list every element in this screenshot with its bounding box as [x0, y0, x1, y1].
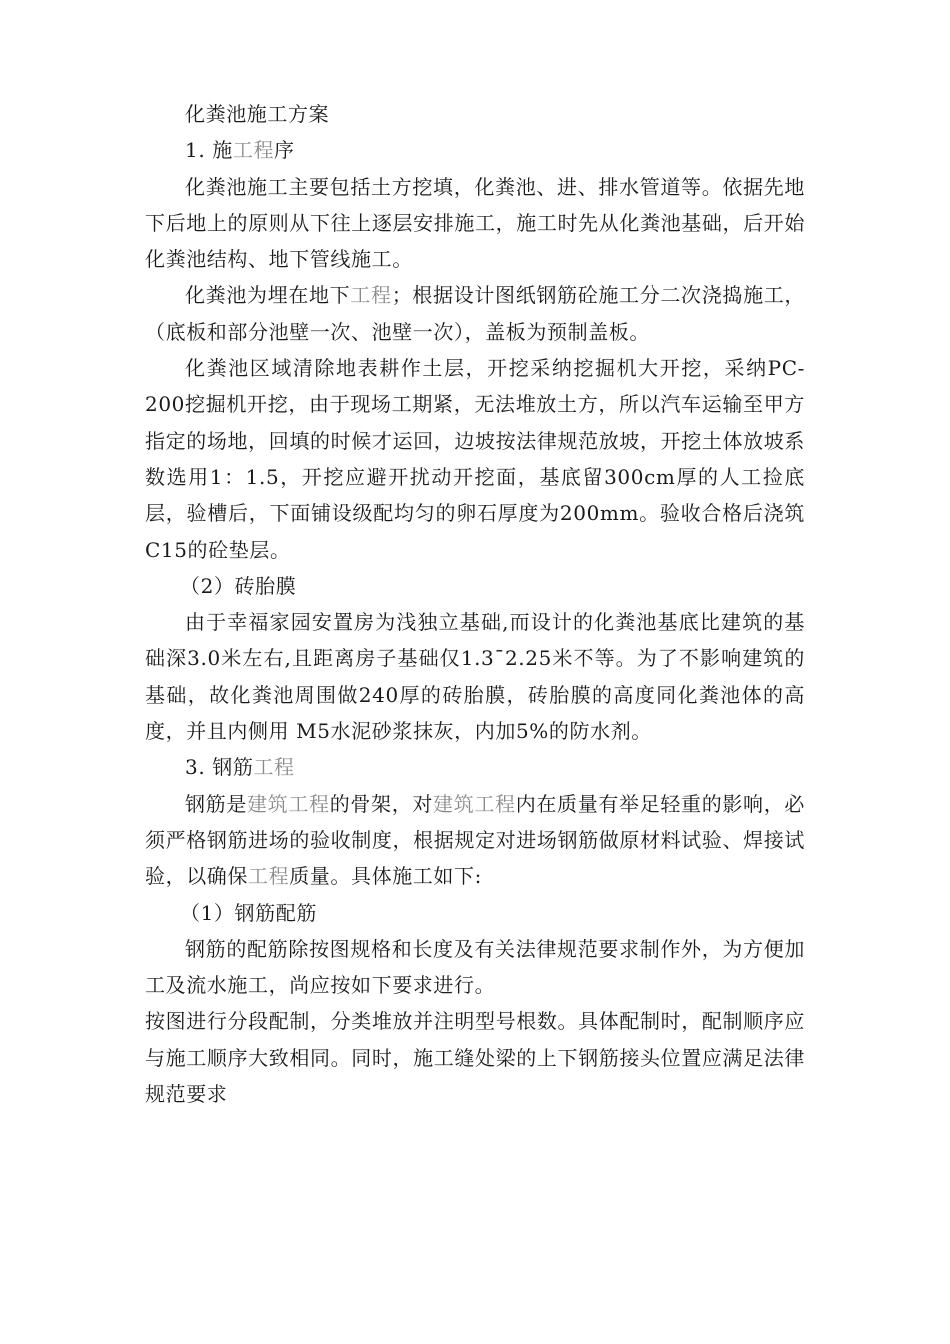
paragraph-overview: 化粪池施工主要包括土方挖填，化粪池、进、排水管道等。依据先地下后地上的原则从下往上逐层安排施工，施工时先从化粪池基础，后开始化粪池结构、地下管线施工。	[145, 174, 805, 272]
heading-construction-sequence	[145, 132, 805, 168]
paragraph-text: 化粪池为埋在地下	[185, 283, 351, 308]
heading-text: 序	[274, 138, 295, 163]
heading-text: 3. 钢筋	[185, 755, 254, 780]
paragraph-segment-config: 按图进行分段配制，分类堆放并注明型号根数。具体配制时，配制顺序应与施工顺序大致相同。同时，施工缝处梁的上下钢筋接头位置应满足法律规范要求	[145, 1009, 805, 1107]
paragraph-text: 质量。具体施工如下:	[289, 864, 482, 889]
paragraph-text: 钢筋是	[185, 791, 248, 816]
paragraph-text: ；根据设计图纸钢筋砼施工分二次浇捣施工，（底板和部分池壁一次、池壁一次），盖板为预制盖板。	[145, 283, 806, 344]
heading-brick-mold: （2）砖胎膜	[180, 573, 297, 598]
highlight-link[interactable]: 工程	[248, 864, 290, 889]
heading-text: 1. 施	[185, 138, 233, 163]
highlight-link[interactable]: 工程	[350, 283, 392, 308]
heading-rebar-config: （1）钢筋配筋	[180, 900, 317, 925]
paragraph-text: 内在质量有举足轻重的影响，必须严格钢筋进场的验收制度，根据规定对进场钢筋做原材料试验、焊接试验，以确保	[145, 791, 805, 889]
highlight-link[interactable]: 建筑工程	[247, 791, 330, 816]
paragraph-excavation: 化粪池区域清除地表耕作土层，开挖采纳挖掘机大开挖，采纳PC-200挖掘机开挖，由于现场工期紧，无法堆放土方，所以汽车运输至甲方指定的场地，回填的时候才运回，边坡按法律规范放坡，开挖土体放坡系数选用1：1.5，开挖应避开扰动开挖面，基底留300cm厚的人工捡底层，验槽后，下面铺设级配均匀的卵石厚度为200mm。验收合格后浇筑C15的砼垫层。	[145, 356, 805, 562]
paragraph-rebar-intro	[145, 786, 805, 895]
document-body	[145, 96, 805, 1112]
highlight-link[interactable]: 建筑工程	[433, 791, 516, 816]
paragraph-rebar-config: 钢筋的配筋除按图规格和长度及有关法律规范要求制作外，为方便加工及流水施工，尚应按如下要求进行。	[145, 936, 805, 998]
paragraph-brick-mold: 由于幸福家园安置房为浅独立基础,而设计的化粪池基底比建筑的基础深3.0米左右,且距离房子基础仅1.3¯2.25米不等。为了不影响建筑的基础，故化粪池周围做240厚的砖胎膜，砖胎膜的高度同化粪池体的高度，并且内侧用 M5水泥砂浆抹灰，内加5%的防水剂。	[145, 610, 805, 744]
paragraph-underground	[145, 277, 805, 350]
paragraph-text: 的骨架，对	[329, 791, 434, 816]
highlight-link[interactable]: 工程	[232, 138, 275, 163]
highlight-link[interactable]: 工程	[253, 755, 295, 780]
heading-rebar-engineering	[145, 749, 805, 785]
document-title: 化粪池施工方案	[185, 102, 330, 126]
